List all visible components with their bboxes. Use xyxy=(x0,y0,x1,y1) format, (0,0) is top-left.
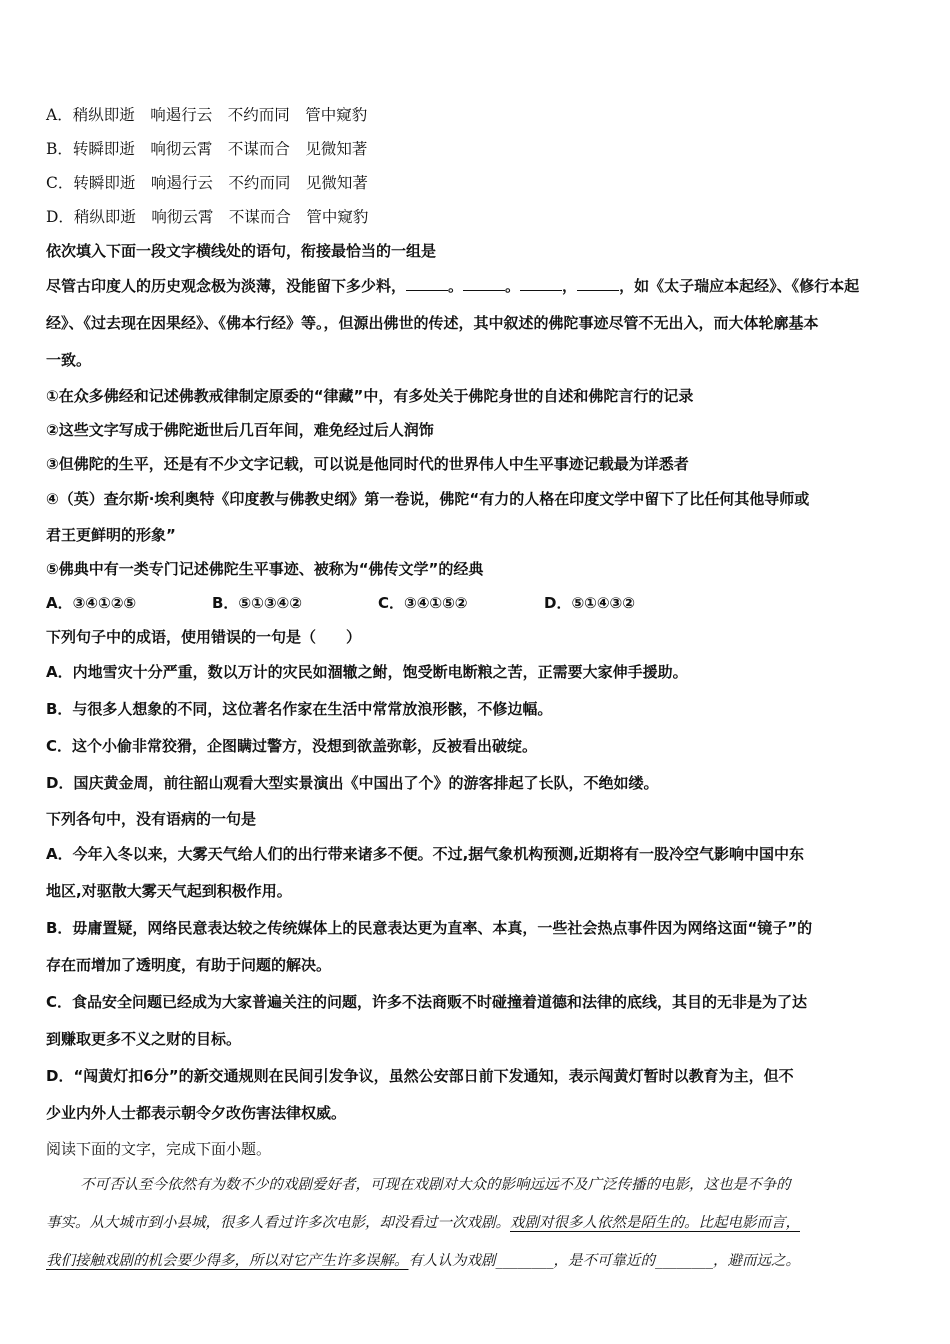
q2-passage-line-3: 一致。 xyxy=(46,351,92,369)
q2-stem: 依次填入下面一段文字横线处的语句，衔接最恰当的一组是 xyxy=(46,242,437,260)
q1-options xyxy=(46,98,908,234)
q2-blank-2[interactable] xyxy=(463,274,505,291)
q2-item-4: ④（英）查尔斯·埃利奥特《印度教与佛教史纲》第一卷说，佛陀“有力的人格在印度文学中留下了比任何其他导师或 xyxy=(46,490,810,508)
q3-option-c[interactable]: C．这个小偷非常狡猾，企图瞒过警方，没想到欲盖弥彰，反被看出破绽。 xyxy=(46,737,538,755)
q3-stem: 下列句子中的成语，使用错误的一句是（ ） xyxy=(46,628,362,646)
q4-stem: 下列各句中，没有语病的一句是 xyxy=(46,810,257,828)
q2-item-1: ①在众多佛经和记述佛教戒律制定原委的“律藏”中，有多处关于佛陀身世的自述和佛陀言行的记录 xyxy=(46,387,694,405)
q2-passage-a: 尽管古印度人的历史观念极为淡薄，没能留下多少料， xyxy=(46,277,407,295)
q4-option-c-line-1[interactable]: C．食品安全问题已经成为大家普遍关注的问题，许多不法商贩不时碰撞着道德和法律的底线，其目的无非是为了达 xyxy=(46,993,808,1011)
q2-passage-sep-2: 。 xyxy=(505,277,521,295)
q5-stem: 阅读下面的文字，完成下面小题。 xyxy=(46,1140,272,1158)
q4-option-b-line-1[interactable]: B．毋庸置疑，网络民意表达较之传统媒体上的民意表达更为直率、本真，一些社会热点事件因为网络这面“镜子”的 xyxy=(46,919,813,937)
q2-item-5: ⑤佛典中有一类专门记述佛陀生平事迹、被称为“佛传文学”的经典 xyxy=(46,560,484,578)
q5-paragraph-line-2 xyxy=(46,1204,908,1242)
q2-option-d[interactable]: D．⑤①④③② xyxy=(544,594,635,612)
exam-page xyxy=(46,98,908,1280)
q2-blank-4[interactable] xyxy=(577,274,619,291)
q4-option-a-line-1[interactable]: A．今年入冬以来，大雾天气给人们的出行带来诸多不便。不过,据气象机构预测,近期将有一股冷空气影响中国中东 xyxy=(46,845,805,863)
q3-option-b[interactable]: B．与很多人想象的不同，这位著名作家在生活中常常放浪形骸，不修边幅。 xyxy=(46,700,553,718)
q2-option-b[interactable]: B．⑤①③④② xyxy=(212,594,302,612)
q2-item-4-cont: 君王更鲜明的形象” xyxy=(46,526,176,544)
q1-option-a[interactable]: A．稍纵即逝 响遏行云 不约而同 管中窥豹 xyxy=(46,106,368,124)
q2-passage-line-1 xyxy=(46,268,908,305)
q5-paragraph-line-1: 不可否认至今依然有为数不少的戏剧爱好者，可现在戏剧对大众的影响远远不及广泛传播的电影，这也是不争的 xyxy=(80,1177,791,1193)
q5 xyxy=(46,1132,908,1280)
q2-passage-sep-3: ， xyxy=(562,277,578,295)
q3-option-d[interactable]: D．国庆黄金周，前往韶山观看大型实景演出《中国出了个》的游客排起了长队，不绝如缕。 xyxy=(46,774,659,792)
q2-item-3: ③但佛陀的生平，还是有不少文字记载，可以说是他同时代的世界伟人中生平事迹记载最为详悉者 xyxy=(46,455,689,473)
q3-option-a[interactable]: A．内地雪灾十分严重，数以万计的灾民如涸辙之鲋，饱受断电断粮之苦，正需要大家伸手援助。 xyxy=(46,663,688,681)
q4-option-a-line-2[interactable]: 地区,对驱散大雾天气起到积极作用。 xyxy=(46,882,292,900)
q2-passage-b: ，如《太子瑞应本起经》、《修行本起 xyxy=(619,277,860,295)
q2-blank-3[interactable] xyxy=(520,274,562,291)
q5-paragraph-line-3 xyxy=(46,1242,908,1280)
q3 xyxy=(46,620,908,802)
q4-option-c-line-2[interactable]: 到赚取更多不义之财的目标。 xyxy=(46,1030,242,1048)
q4-option-d-line-2[interactable]: 少业内外人士都表示朝令夕改伤害法律权威。 xyxy=(46,1104,347,1122)
q2-item-2: ②这些文字写成于佛陀逝世后几百年间，难免经过后人润饰 xyxy=(46,421,434,439)
q5-line-3-text: 有人认为戏剧________，是不可靠近的________，避而远之。 xyxy=(408,1253,800,1269)
q1-option-d[interactable]: D．稍纵即逝 响彻云霄 不谋而合 管中窥豹 xyxy=(46,208,369,226)
q2 xyxy=(46,234,908,620)
q5-line-2-text: 事实。从大城市到小县城，很多人看过许多次电影，却没看过一次戏剧。 xyxy=(46,1215,510,1231)
q2-passage-sep-1: 。 xyxy=(448,277,464,295)
q2-option-a[interactable]: A．③④①②⑤ xyxy=(46,594,137,612)
q4-option-b-line-2[interactable]: 存在而增加了透明度，有助于问题的解决。 xyxy=(46,956,332,974)
q2-passage-line-2: 经》、《过去现在因果经》、《佛本行经》等。，但源出佛世的传述，其中叙述的佛陀事迹尽管不无出入，而大体轮廓基本 xyxy=(46,314,819,332)
q5-underlined-text-2: 我们接触戏剧的机会要少得多，所以对它产生许多误解。 xyxy=(46,1253,409,1269)
q4 xyxy=(46,802,908,1132)
q1-option-b[interactable]: B．转瞬即逝 响彻云霄 不谋而合 见微知著 xyxy=(46,140,368,158)
q4-option-d-line-1[interactable]: D．“闯黄灯扣6分”的新交通规则在民间引发争议，虽然公安部日前下发通知，表示闯黄灯暂时以教育为主，但不 xyxy=(46,1067,794,1085)
q2-option-c[interactable]: C．③④①⑤② xyxy=(378,594,468,612)
q2-options xyxy=(46,586,908,620)
q2-blank-1[interactable] xyxy=(406,274,448,291)
q5-underlined-text-1: 戏剧对很多人依然是陌生的。比起电影而言， xyxy=(510,1215,800,1231)
q1-option-c[interactable]: C．转瞬即逝 响遏行云 不约而同 见微知著 xyxy=(46,174,368,192)
